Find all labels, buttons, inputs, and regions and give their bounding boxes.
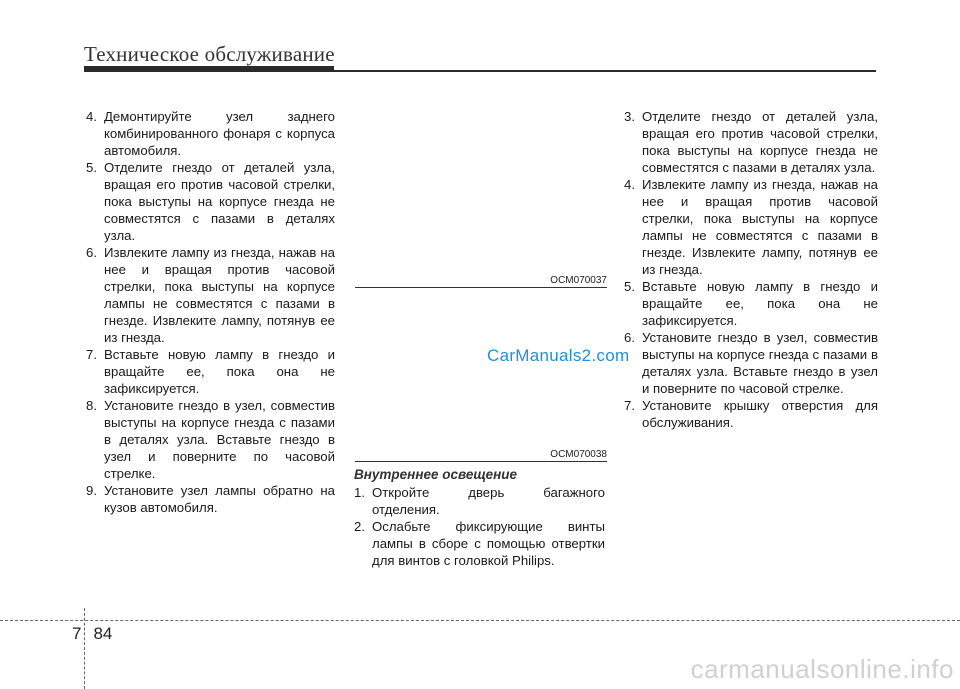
list-item (84, 108, 335, 159)
item-number: 6. (624, 330, 635, 345)
section-number: 7 (72, 624, 82, 643)
item-text: Извлеките лампу из гнезда, нажав на нее и вращая против часовой стрелки, пока выступы на корпусе лампы не совместятся с пазами в гнезде. Извлеките лампу, потянув ее из гнезда. (104, 245, 335, 345)
column-right (624, 108, 878, 431)
figure-rule (355, 287, 607, 288)
item-text: Извлеките лампу из гнезда, нажав на нее и вращая против часовой стрелки, пока выступы на корпусе лампы не совместятся с пазами в гнезде. Извлеките лампу, потянув ее из гнезда. (642, 177, 878, 277)
item-text: Установите крышку отверстия для обслуживания. (642, 398, 878, 430)
column-left (84, 108, 335, 516)
item-number: 5. (624, 279, 635, 294)
item-number: 5. (86, 160, 97, 175)
item-number: 3. (624, 109, 635, 124)
item-text: Ослабьте фиксирующие винты лампы в сборе с помощью отвертки для винтов с головкой Philips. (372, 519, 605, 568)
item-number: 1. (354, 485, 365, 500)
item-text: Вставьте новую лампу в гнездо и вращайте ее, пока она не зафиксируется. (104, 347, 335, 396)
footer-watermark[interactable]: carmanualsonline.info (690, 654, 954, 684)
list-item (84, 244, 335, 346)
crop-guide-vertical (84, 608, 85, 689)
list-item (84, 397, 335, 482)
list-item (624, 176, 878, 278)
header-rule-thin (334, 70, 876, 72)
header-rule-thick (84, 66, 334, 72)
item-text: Отделите гнездо от деталей узла, вращая его против часовой стрелки, пока выступы на корпусе гнезда не совместятся с пазами в деталях узла. (104, 160, 335, 243)
item-number: 4. (624, 177, 635, 192)
figure-ocm070037 (355, 108, 607, 288)
list-item (624, 397, 878, 431)
section-title: Внутреннее освещение (354, 467, 518, 482)
item-number: 6. (86, 245, 97, 260)
site-watermark[interactable]: CarManuals2.com (487, 346, 630, 365)
list-item (84, 159, 335, 244)
item-text: Откройте дверь багажного отделения. (372, 485, 605, 517)
item-number: 9. (86, 483, 97, 498)
item-number: 7. (86, 347, 97, 362)
list-item (84, 346, 335, 397)
crop-guide-horizontal (0, 620, 960, 621)
list-item (624, 108, 878, 176)
list-item (354, 518, 605, 569)
list-item (84, 482, 335, 516)
item-text: Установите узел лампы обратно на кузов автомобиля. (104, 483, 335, 515)
list-item (624, 329, 878, 397)
item-number: 7. (624, 398, 635, 413)
item-number: 4. (86, 109, 97, 124)
item-text: Демонтируйте узел заднего комбинированного фонаря с корпуса автомобиля. (104, 109, 335, 158)
page-header-title: Техническое обслуживание (84, 42, 335, 66)
item-text: Отделите гнездо от деталей узла, вращая его против часовой стрелки, пока выступы на корпусе гнезда не совместятся с пазами в деталях узла. (642, 109, 878, 175)
page-number-value: 84 (93, 624, 113, 643)
list-item (624, 278, 878, 329)
item-number: 8. (86, 398, 97, 413)
page-number (72, 624, 112, 644)
item-number: 2. (354, 519, 365, 534)
item-text: Вставьте новую лампу в гнездо и вращайте ее, пока она не зафиксируется. (642, 279, 878, 328)
column-middle (354, 466, 605, 569)
item-text: Установите гнездо в узел, совместив выступы на корпусе гнезда с пазами в деталях узла. Вставьте гнездо в узел и поверните по часовой стрелке. (104, 398, 335, 481)
list-item (354, 484, 605, 518)
item-text: Установите гнездо в узел, совместив выступы на корпусе гнезда с пазами в деталях узла. Вставьте гнездо в узел и поверните по часовой стрелке. (642, 330, 878, 396)
figure-code: OCM070038 (550, 449, 607, 460)
figure-ocm070038 (355, 300, 607, 462)
figure-rule (355, 461, 607, 462)
figure-code: OCM070037 (550, 275, 607, 286)
